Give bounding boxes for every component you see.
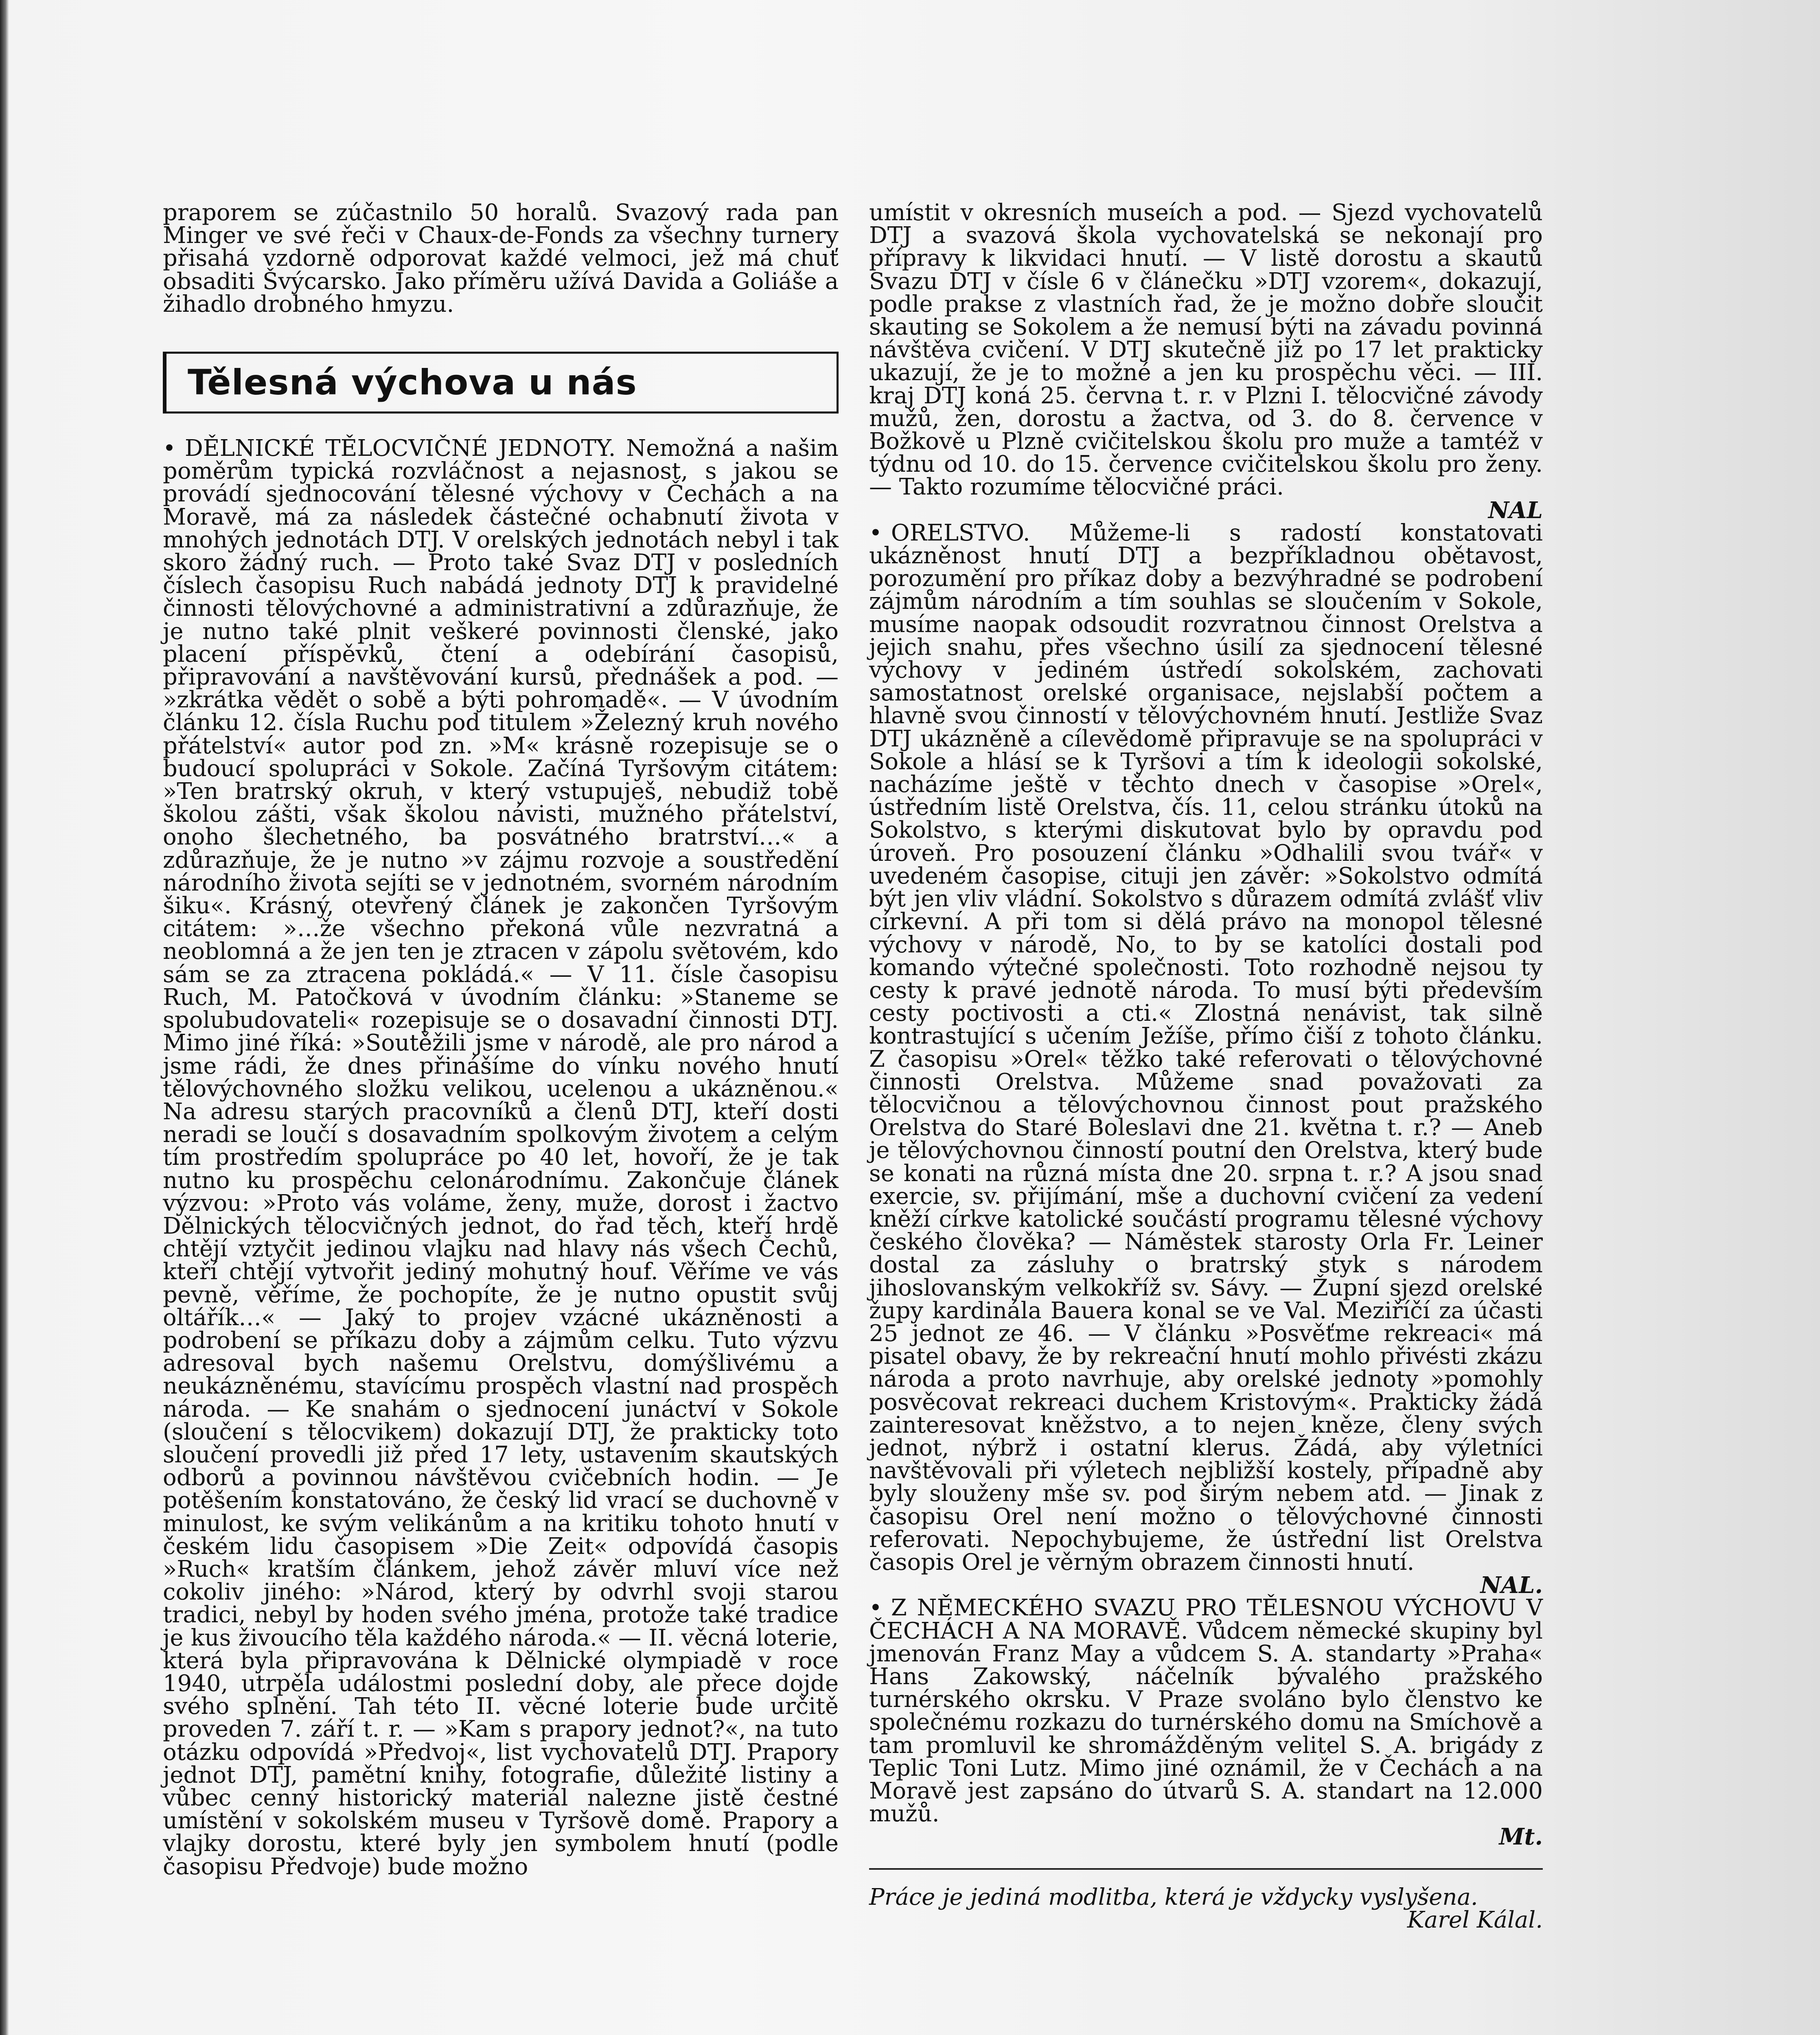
article-body: Nemožná a našim poměrům typická rozvláčnost a nejasnost, s jakou se provádí sjednocování tělesné výchovy v Čechách a na Moravě, má za následek částečné ochabnutí života v mnohých jednotách DTJ. V orelských jednotách nebyl i tak skoro žádný ruch. — Proto také Svaz DTJ v posledních číslech časopisu Ruch nabádá jednoty DTJ k pravidelné činnosti tělovýchovné a administrativní a zdůrazňuje, že je nutno také plnit veškeré povinnosti členské, jako placení příspěvků, čtení a odebírání časopisů, připravování a navštěvování kursů, přednášek a pod. — »zkrátka vědět o sobě a býti pohromadě«. — V úvodním článku 12. čísla Ruchu pod titulem »Železný kruh nového přátelství« autor pod zn. »M« krásně rozepisuje se o budoucí spolupráci v Sokole. Začíná Tyršovým citátem: »Ten bratrský okruh, v který vstupuješ, nebudiž tobě školou zášti, však školou návisti, mužného přátelství, onoho šlechetného, ba posvátného bratrství…« a zdůrazňuje, že je nutno »v zájmu rozvoje a soustředění národního života sejíti se v jednotném, svorném národním šiku«. Krásný, otevřený článek je zakončen Tyršovým citátem: »…že všechno překoná vůle nezvratná a neoblomná a že jen ten je ztracen v zápolu světovém, kdo sám se za ztracena pokládá.« — V 11. čísle časopisu Ruch, M. Patočková v úvodním článku: »Staneme se spolubudovateli« rozepisuje se o dosavadní činnosti DTJ. Mimo jiné říká: »Soutěžili jsme v národě, ale pro národ a jsme rádi, že dnes přinášíme do vínku nového hnutí tělovýchovného složku velikou, ucelenou a ukázněnou.« Na adresu starých pracovníků a členů DTJ, kteří dosti neradi se loučí s dosavadním spolkovým životem a celým tím prostředím spolupráce po 40 let, hovoří, že je tak nutno ku prospěchu celonárodnímu. Zakončuje článek výzvou: »Proto vás voláme, ženy, muže, dorost i žactvo Dělnických tělocvičných jednot, do řad těch, kteří hrdě chtějí vztyčit jedinou vlajku nad hlavy nás všech Čechů, kteří chtějí vytvořit jediný mohutný houf. Věříme ve vás pevně, věříme, že pochopíte, že je nutno opustit svůj oltářík…« — Jaký to projev vzácné ukázněnosti a podrobení se příkazu doby a zájmům celku. Tuto výzvu adresoval bych našemu Orelstvu, domýšlivému a neukázněnému, stavícímu prospěch vlastní nad prospěch národa. — Ke snahám o sjednocení junáctví v Sokole (sloučení s tělocvikem) dokazují DTJ, že prakticky toto sloučení provedli již před 17 lety, ustavením skautských odborů a povinnou návštěvou cvičebních hodin. — Je potěšením konstatováno, že český lid vrací se duchovně v minulost, ke svým velikánům a na kritiku tohoto hnutí v českém lidu časopisem »Die Zeit« odpovídá časopis »Ruch« kratším článkem, jehož závěr mluví více než cokoliv jiného: »Národ, který by odvrhl svoji starou tradici, nebyl by hoden svého jména, protože také tradice je kus živoucího těla každého národa.« — II. věcná loterie, která byla připravována k Dělnické olympiadě v roce 1940, utrpěla událostmi poslední doby, ale přece dojde svého splnění. Tah této II. věcné loterie bude určitě proveden 7. září t. r. — »Kam s prapory jednot?«, na tuto otázku odpovídá »Předvoj«, list vychovatelů DTJ. Prapory jednot DTJ, pamětní knihy, fotografie, důležité listiny a vůbec cenný historický materiál nalezne jistě čestné umístění v sokolském museu v Tyršově domě. Prapory a vlajky dorostu, které byly jen symbolem hnutí (podle časopisu Předvoje) bude možno xyxy=(163,435,839,1880)
article-continuation: umístit v okresních museích a pod. — Sjezd vychovatelů DTJ a svazová škola vychovatelská se nekonají pro přípravy k likvidaci hnutí. — V listě dorostu a skautů Svazu DTJ v čísle 6 v článečku »DTJ vzorem«, dokazují, podle prakse z vlastních řad, že je možno dobře sloučit skauting se Sokolem a že nemusí býti na závadu povinná návštěva cvičení. V DTJ skutečně již po 17 let prakticky ukazují, že je to možné a jen ku prospěchu věci. — III. kraj DTJ koná 25. června t. r. v Plzni I. tělocvičné závody mužů, žen, dorostu a žactva, od 3. do 8. července v Božkově u Plzně cvičitelskou školu pro muže a tamtéž v týdnu od 10. do 15. července cvičitelskou školu pro ženy. — Takto rozumíme tělocvičné práci. xyxy=(869,199,1543,501)
right-column xyxy=(869,201,1543,1932)
intro-paragraph: praporem se zúčastnilo 50 horalů. Svazový rada pan Minger ve své řeči v Chaux-de-Fonds za všechny turnery přisahá vzdorně odporovat každé velmoci, jež má chuť obsaditi Švýcarsko. Jako příměru užívá Davida a Goliáše a žihadlo drobného hmyzu. xyxy=(163,199,839,317)
divider xyxy=(869,1868,1543,1870)
section-heading-box xyxy=(163,352,839,414)
section-heading: Tělesná výchova u nás xyxy=(188,362,637,403)
article-head: ORELSTVO. xyxy=(891,519,1030,546)
article-head: Z NĚMECKÉHO SVAZU PRO TĚLESNOU VÝCHOVU V ČECHÁCH A NA MORAVĚ. xyxy=(869,1595,1543,1644)
article-german-union xyxy=(869,1597,1543,1825)
closing-quote xyxy=(869,1886,1543,1932)
quote-text: Práce je jediná modlitba, která je vždycky vyslyšena. xyxy=(869,1884,1478,1910)
bullet-icon: • xyxy=(163,435,176,462)
bullet-icon: • xyxy=(869,1595,882,1621)
article-head: DĚLNICKÉ TĚLOCVIČNÉ JEDNOTY. xyxy=(184,435,616,462)
bullet-icon: • xyxy=(869,520,882,546)
quote-author: Karel Kálal. xyxy=(1407,1906,1543,1933)
author-signature: NAL. xyxy=(1480,1572,1543,1599)
article-body: Můžeme-li s radostí konstatovati ukázněnost hnutí DTJ a bezpříkladnou obětavost, porozumění pro příkaz doby a bezvýhradné se podrobení zájmům národním a tím souhlas se sloučením v Sokole, musíme naopak odsoudit rozvratnou činnost Orelstva a jejich snahu, přes všechno úsilí za sjednocení tělesné výchovy v jediném ústředí sokolském, zachovati samostatnost orelské organisace, nejslabší počtem a hlavně svou činností v tělovýchovném hnutí. Jestliže Svaz DTJ ukázněně a cílevědomě připravuje se na spolupráci v Sokole a hlásí se k Tyršovi a tím k ideologii sokolské, nacházíme ještě v těchto dnech v časopise »Orel«, ústředním listě Orelstva, čís. 11, celou stránku útoků na Sokolstvo, s kterými diskutovat bylo by opravdu pod úroveň. Pro posouzení článku »Odhalili svou tvář« v uvedeném časopise, cituji jen závěr: »Sokolstvo odmítá být jen vliv vládní. Sokolstvo s důrazem odmítá zvlášť vliv církevní. A při tom si dělá právo na monopol tělesné výchovy v národě, No, to by se katolíci dostali pod komando výtečné společnosti. Toto rozhodně nejsou ty cesty k pravé jednotě národa. To musí býti především cesty poctivosti a cti.« Zlostná nenávist, tak silně kontrastující s učením Ježíše, přímo čiší z tohoto článku. Z časopisu »Orel« těžko také referovati o tělovýchovné činnosti Orelstva. Můžeme snad považovati za tělocvičnou a tělovýchovnou činnost pout pražského Orelstva do Staré Boleslavi dne 21. května t. r.? — Aneb je tělovýchovnou činností poutní den Orelstva, který bude se konati na různá místa dne 20. srpna t. r.? A jsou snad exercie, sv. přijímání, mše a duchovní cvičení za vedení kněží církve katolické součástí programu tělesné výchovy českého člověka? — Náměstek starosty Orla Fr. Leiner dostal za zásluhy o bratrský styk s národem jihoslovanským velkokříž sv. Sávy. — Župní sjezd orelské župy kardinála Bauera konal se ve Val. Meziříčí za účasti 25 jednot ze 46. — V článku »Posvěťme rekreaci« má pisatel obavy, že by rekreační hnutí mohlo přivésti zkázu národa a proto navrhuje, aby orelské jednoty »pomohly posvěcovat rekreaci duchem Kristovým«. Prakticky žádá zainteresovat kněžstvo, a to nejen kněze, členy svých jednot, nýbrž i ostatní klerus. Žádá, aby výletníci navštěvovali při výletech nejbližší kostely, případně aby byly slouženy mše sv. pod širým nebem atd. — Jinak z časopisu Orel není možno o tělovýchovné činnosti referovati. Nepochybujeme, že ústřední list Orelstva časopis Orel je věrným obrazem činnosti hnutí. xyxy=(869,519,1543,1575)
article-body: Vůdcem německé skupiny byl jmenován Franz May a vůdcem S. A. standarty »Praha« Hans Zakowský, náčelník bývalého pražského turnérského okrsku. V Praze svoláno bylo členstvo ke společnému rozkazu do turnérského domu na Smíchově a tam promluvil ke shromážděným velitel S. A. brigády z Teplic Toni Lutz. Mimo jiné oznámil, že v Čechách a na Moravě jest zapsáno do útvarů S. A. standart na 12.000 mužů. xyxy=(869,1617,1543,1827)
left-column xyxy=(163,201,839,1878)
author-signature: NAL xyxy=(1488,497,1543,524)
author-signature: Mt. xyxy=(1499,1823,1543,1851)
scan-edge xyxy=(0,0,9,2035)
article-workers-gymnastics xyxy=(163,437,839,1878)
article-orelstvo xyxy=(869,519,1543,1575)
